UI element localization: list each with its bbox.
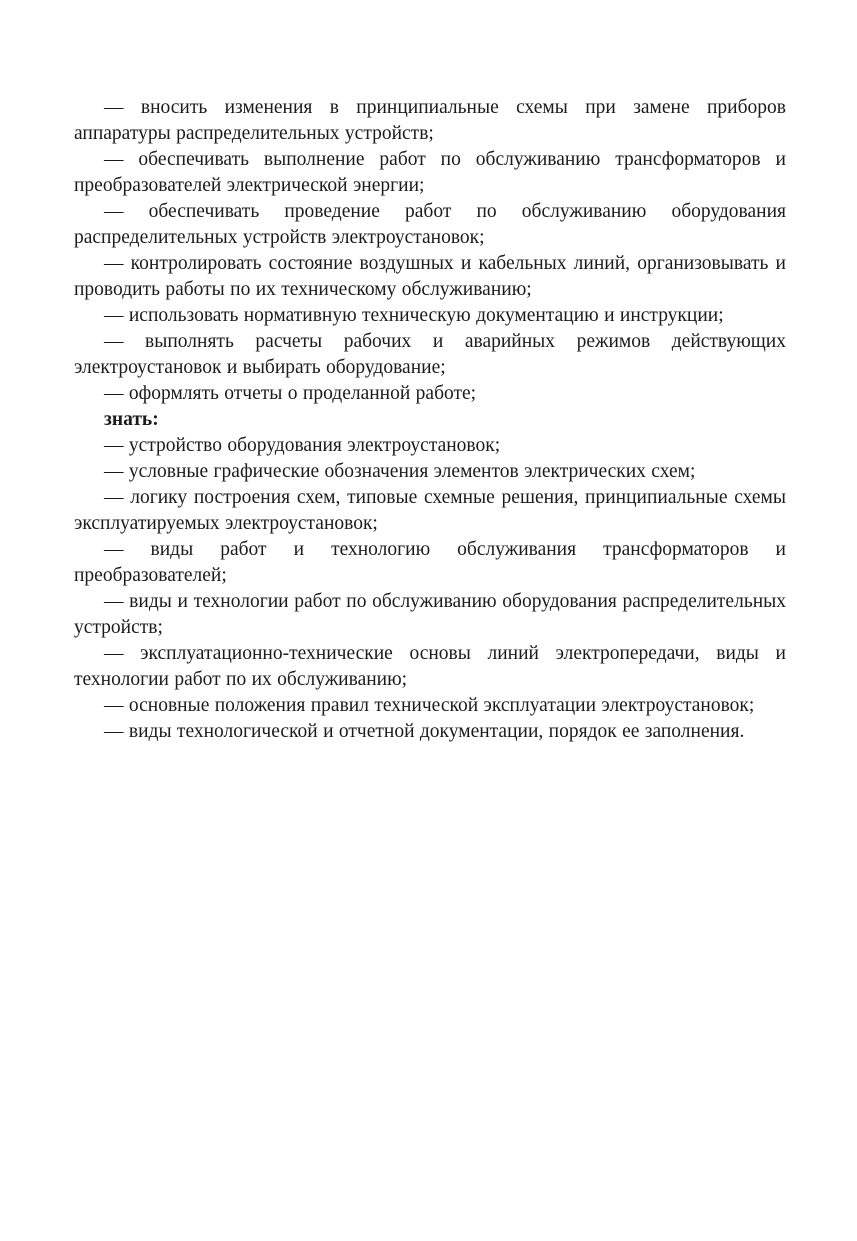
list-item: — вносить изменения в принципиальные схемы при замене приборов аппаратуры распределительных устройств; (74, 97, 786, 144)
list-item: — устройство оборудования электроустановок; (104, 435, 501, 456)
list-item: — виды работ и технологию обслуживания трансформаторов и преобразователей; (74, 539, 786, 586)
section-label-znat: знать: (104, 409, 159, 430)
list-item: — основные положения правил технической эксплуатации электроустановок; (104, 695, 755, 716)
list-item: — использовать нормативную техническую документацию и инструкции; (104, 305, 724, 326)
list-item: — виды и технологии работ по обслуживанию оборудования распределительных устройств; (74, 591, 786, 638)
list-item: — обеспечивать выполнение работ по обслуживанию трансформаторов и преобразователей электрической энергии; (74, 149, 786, 196)
list-item: — эксплуатационно-технические основы линий электропередачи, виды и технологии работ по их обслуживанию; (74, 643, 786, 690)
list-item: — обеспечивать проведение работ по обслуживанию оборудования распределительных устройств электроустановок; (74, 201, 786, 248)
text-block (74, 95, 786, 745)
list-item: — условные графические обозначения элементов электрических схем; (104, 461, 696, 482)
list-item: — виды технологической и отчетной документации, порядок ее заполнения. (104, 721, 745, 742)
list-item: — контролировать состояние воздушных и кабельных линий, организовывать и проводить работы по их техническому обслуживанию; (74, 253, 786, 300)
list-item: — выполнять расчеты рабочих и аварийных режимов действующих электроустановок и выбирать оборудование; (74, 331, 786, 378)
list-item: — оформлять отчеты о проделанной работе; (104, 383, 477, 404)
list-item: — логику построения схем, типовые схемные решения, принципиальные схемы эксплуатируемых электроустановок; (74, 487, 786, 534)
